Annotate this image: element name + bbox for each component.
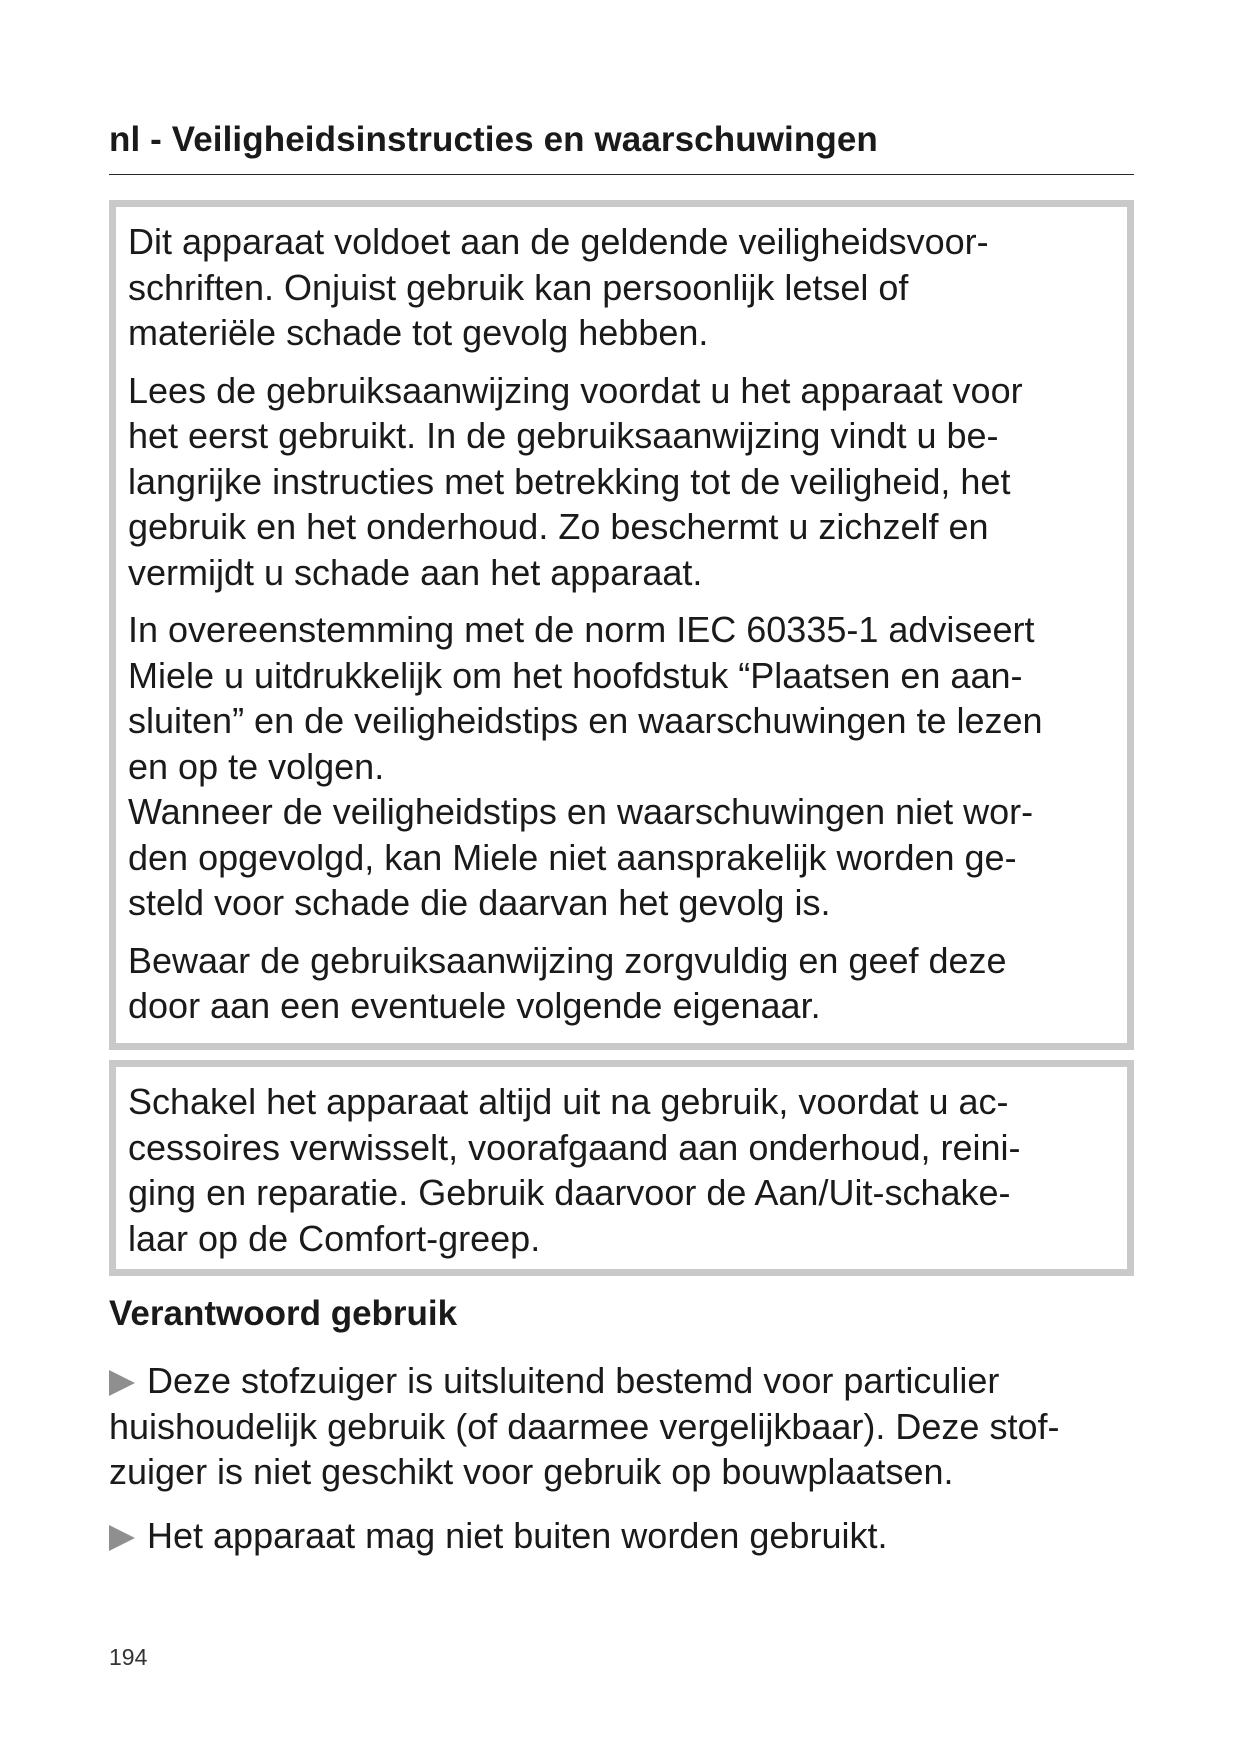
text-line: gebruik en het onderhoud. Zo beschermt u zichzelf en [128, 506, 989, 547]
text-line: Wanneer de veiligheidstips en waarschuwingen niet wor- [128, 791, 1034, 832]
text-line: Deze stofzuiger is uitsluitend bestemd voor particulier [147, 1360, 1000, 1401]
bullet-item-household-use [109, 1358, 1059, 1495]
text-line: ging en reparatie. Gebruik daarvoor de Aan/Uit-schake- [128, 1172, 1011, 1213]
text-line: cessoires verwisselt, voorafgaand aan onderhoud, reini- [128, 1126, 1021, 1168]
text-line: Dit apparaat voldoet aan de geldende veiligheidsvoor- [128, 221, 989, 262]
text-line: Bewaar de gebruiksaanwijzing zorgvuldig en geef deze [128, 939, 1007, 981]
text-line: het eerst gebruikt. In de gebruiksaanwijzing vindt u be- [128, 415, 999, 456]
text-line: door aan een eventuele volgende eigenaar. [128, 985, 821, 1026]
text-line: laar op de Comfort-greep. [128, 1217, 541, 1259]
text-line: vermijdt u schade aan het apparaat. [128, 551, 703, 593]
text-line: en op te volgen. [128, 745, 385, 787]
notice-paragraph-compliance [128, 219, 1127, 356]
notice-paragraph-keep-manual [128, 938, 1127, 1029]
text-line: Schakel het apparaat altijd uit na gebruik, voordat u ac- [128, 1081, 1009, 1122]
text-line: huishoudelijk gebruik (of daarmee vergelijkbaar). Deze stof- [109, 1405, 1060, 1447]
notice-paragraph-liability [128, 789, 1127, 926]
safety-notice-box [109, 200, 1134, 1050]
text-line: sluiten” en de veiligheidstips en waarschuwingen te lezen [128, 700, 1043, 741]
page-number: 194 [109, 1644, 148, 1670]
bullet-item-indoor-use [109, 1513, 887, 1559]
text-line: In overeenstemming met de norm IEC 60335-1 adviseert [128, 609, 1035, 650]
text-line: zuiger is niet geschikt voor gebruik op bouwplaatsen. [109, 1451, 954, 1492]
text-line: den opgevolgd, kan Miele niet aansprakelijk worden ge- [128, 836, 1017, 878]
section-heading-intended-use: Verantwoord gebruik [109, 1294, 458, 1333]
text-line: schriften. Onjuist gebruik kan persoonlijk letsel of [128, 266, 909, 308]
text-line: Lees de gebruiksaanwijzing voordat u het apparaat voor [128, 369, 1023, 411]
triangle-bullet-icon [109, 1525, 135, 1551]
notice-paragraph-read-instructions [128, 368, 1127, 596]
notice-paragraph-iec-norm [128, 607, 1127, 789]
triangle-bullet-icon [109, 1370, 135, 1396]
text-line: Het apparaat mag niet buiten worden gebruikt. [147, 1515, 888, 1556]
text-line: langrijke instructies met betrekking tot de veiligheid, het [128, 460, 1011, 502]
text-line: materiële schade tot gevolg hebben. [128, 312, 709, 353]
title-divider [109, 174, 1134, 175]
switch-off-notice-box [109, 1060, 1134, 1276]
text-line: steld voor schade die daarvan het gevolg is. [128, 882, 831, 923]
text-line: Miele u uitdrukkelijk om het hoofdstuk “Plaatsen en aan- [128, 654, 1023, 696]
page-title: nl - Veiligheidsinstructies en waarschuwingen [109, 120, 878, 159]
switch-off-paragraph [128, 1079, 1127, 1261]
